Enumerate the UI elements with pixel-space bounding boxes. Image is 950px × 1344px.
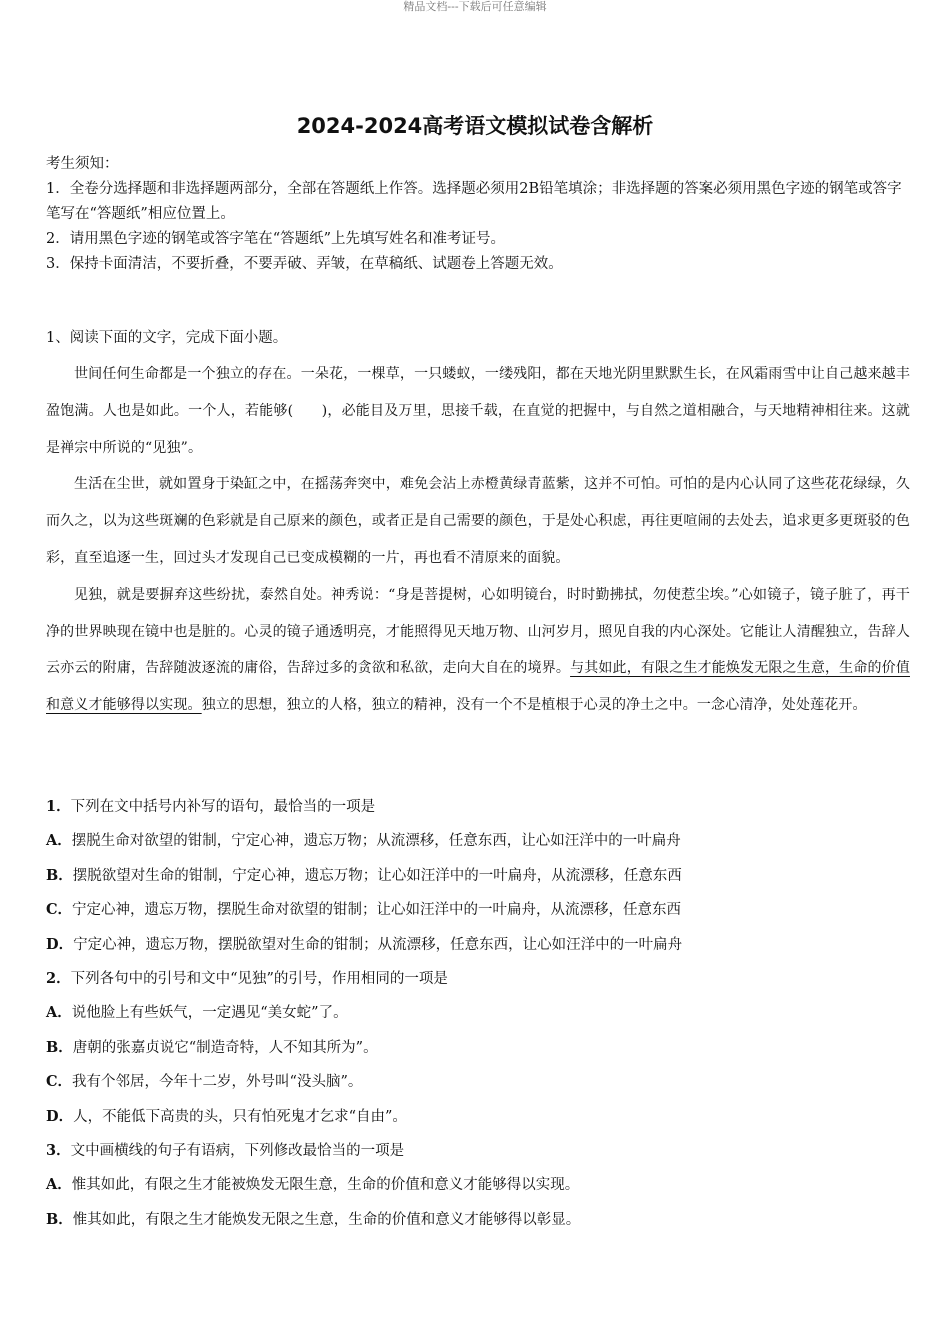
question-number: 1．	[46, 798, 71, 815]
section-intro	[46, 326, 910, 350]
passage-text: 独立的思想，独立的人格，独立的精神，没有一个不是植根于心灵的净土之中。一念心清净，处处莲花开。	[201, 697, 867, 714]
question-number: 2．	[46, 969, 71, 987]
option-key: A．	[46, 1176, 72, 1194]
answer-option	[46, 928, 910, 962]
passage-text: 见独，就是要摒弃这些纷扰，泰然自处。神秀说：“身是菩提树，心如明镜台，时时勤拂拭，勿使惹尘埃。”心如镜子，镜子脏了，再干净的世界映现在镜中也是脏的。心灵的镜子通透明亮，才能照得见天地万物、山河岁月，照见自我的内心深处。它能让人清醒独立，告辞人云亦云的附庸，告辞随波逐流的庸俗，告辞过多的贪欲和私欲，走向大自在的境界。	[46, 586, 910, 677]
option-text: 宁定心神，遗忘万物，摆脱生命对欲望的钳制；让心如汪洋中的一叶扁舟，从流漂移，任意东西	[72, 902, 682, 919]
option-text: 惟其如此，有限之生才能焕发无限之生意，生命的价值和意义才能够得以彰显。	[72, 1211, 581, 1228]
answer-option	[46, 893, 910, 927]
option-key: D．	[46, 935, 74, 953]
option-key: A．	[46, 1004, 72, 1022]
question-stem	[46, 962, 910, 996]
option-text: 唐朝的张嘉贞说它“制造奇特，人不知其所为”。	[72, 1039, 378, 1056]
underlined-sentence: 与其如此，有限之生才能焕发无限之生意，生命的价值和意义才能够得以实现。	[46, 660, 910, 714]
notice-heading: 考生须知：	[46, 156, 119, 172]
answer-option	[46, 1031, 910, 1065]
option-key: A．	[46, 832, 72, 850]
question-text: 下列在文中括号内补写的语句，最恰当的一项是	[70, 799, 376, 815]
answer-option	[46, 859, 910, 893]
notice-item: 2．请用黑色字迹的钢笔或答字笔在“答题纸”上先填写姓名和准考证号。	[46, 231, 506, 247]
notice-item: 1．全卷分选择题和非选择题两部分，全部在答题纸上作答。选择题必须用2B铅笔填涂；非选择题的答案必须用黑色字迹的钢笔或答字笔写在“答题纸”相应位置上。	[46, 181, 902, 222]
answer-option	[46, 824, 910, 858]
answer-option	[46, 1065, 910, 1099]
option-text: 惟其如此，有限之生才能被焕发无限生意，生命的价值和意义才能够得以实现。	[71, 1177, 580, 1194]
question-text: 下列各句中的引号和文中“见独”的引号，作用相同的一项是	[70, 970, 448, 987]
document-title: 2024-2024高考语文模拟试卷含解析	[296, 114, 654, 138]
question-text: 文中画横线的句子有语病，下列修改最恰当的一项是	[70, 1142, 405, 1159]
option-text: 宁定心神，遗忘万物，摆脱欲望对生命的钳制；从流漂移，任意东西，让心如汪洋中的一叶扁舟	[73, 936, 683, 953]
notice-item: 3．保持卡面清洁，不要折叠，不要弄破、弄皱，在草稿纸、试题卷上答题无效。	[46, 256, 563, 272]
option-key: C．	[46, 901, 73, 919]
header-watermark: 精品文档---下载后可任意编辑	[403, 0, 547, 13]
answer-option	[46, 1203, 910, 1237]
exam-notice	[46, 152, 906, 277]
question-stem	[46, 1134, 910, 1168]
passage-paragraph-2: 生活在尘世，就如置身于染缸之中，在摇荡奔突中，难免会沾上赤橙黄绿青蓝紫，这并不可怕。可怕的是内心认同了这些花花绿绿，久而久之，以为这些斑斓的色彩就是自己原来的颜色，或者正是自己需要的颜色，于是处心积虑，再往更喧闹的去处去，追求更多更斑驳的色彩，直至追逐一生，回过头才发现自己已变成模糊的一片，再也看不清原来的面貌。	[46, 476, 910, 566]
question-list	[46, 790, 910, 1237]
section-instruction: 1、阅读下面的文字，完成下面小题。	[46, 330, 288, 346]
option-text: 说他脸上有些妖气，一定遇见“美女蛇”了。	[71, 1005, 348, 1022]
passage-paragraph-3	[46, 577, 910, 724]
answer-option	[46, 1100, 910, 1134]
reading-passage	[46, 356, 910, 724]
option-key: B．	[46, 1210, 73, 1228]
option-text: 我有个邻居，今年十二岁，外号叫“没头脑”。	[72, 1074, 363, 1091]
answer-option	[46, 1168, 910, 1202]
option-key: B．	[46, 866, 73, 884]
option-text: 摆脱生命对欲望的钳制，宁定心神，遗忘万物；从流漂移，任意东西，让心如汪洋中的一叶扁舟	[71, 833, 681, 850]
option-text: 人，不能低下高贵的头，只有怕死鬼才乞求“自由”。	[73, 1108, 407, 1125]
option-key: C．	[46, 1073, 73, 1091]
answer-option	[46, 996, 910, 1030]
option-key: B．	[46, 1038, 73, 1056]
option-key: D．	[46, 1107, 74, 1125]
option-text: 摆脱欲望对生命的钳制，宁定心神，遗忘万物；让心如汪洋中的一叶扁舟，从流漂移，任意东西	[72, 867, 682, 884]
question-number: 3．	[46, 1141, 71, 1159]
question-stem	[46, 790, 910, 824]
passage-paragraph-1: 世间任何生命都是一个独立的存在。一朵花，一棵草，一只蝼蚁，一缕残阳，都在天地光阴里默默生长，在风霜雨雪中让自己越来越丰盈饱满。人也是如此。一个人，若能够( )，必能目及万里，思接千载，在直觉的把握中，与自然之道相融合，与天地精神相往来。这就是禅宗中所说的“见独”。	[46, 366, 910, 456]
